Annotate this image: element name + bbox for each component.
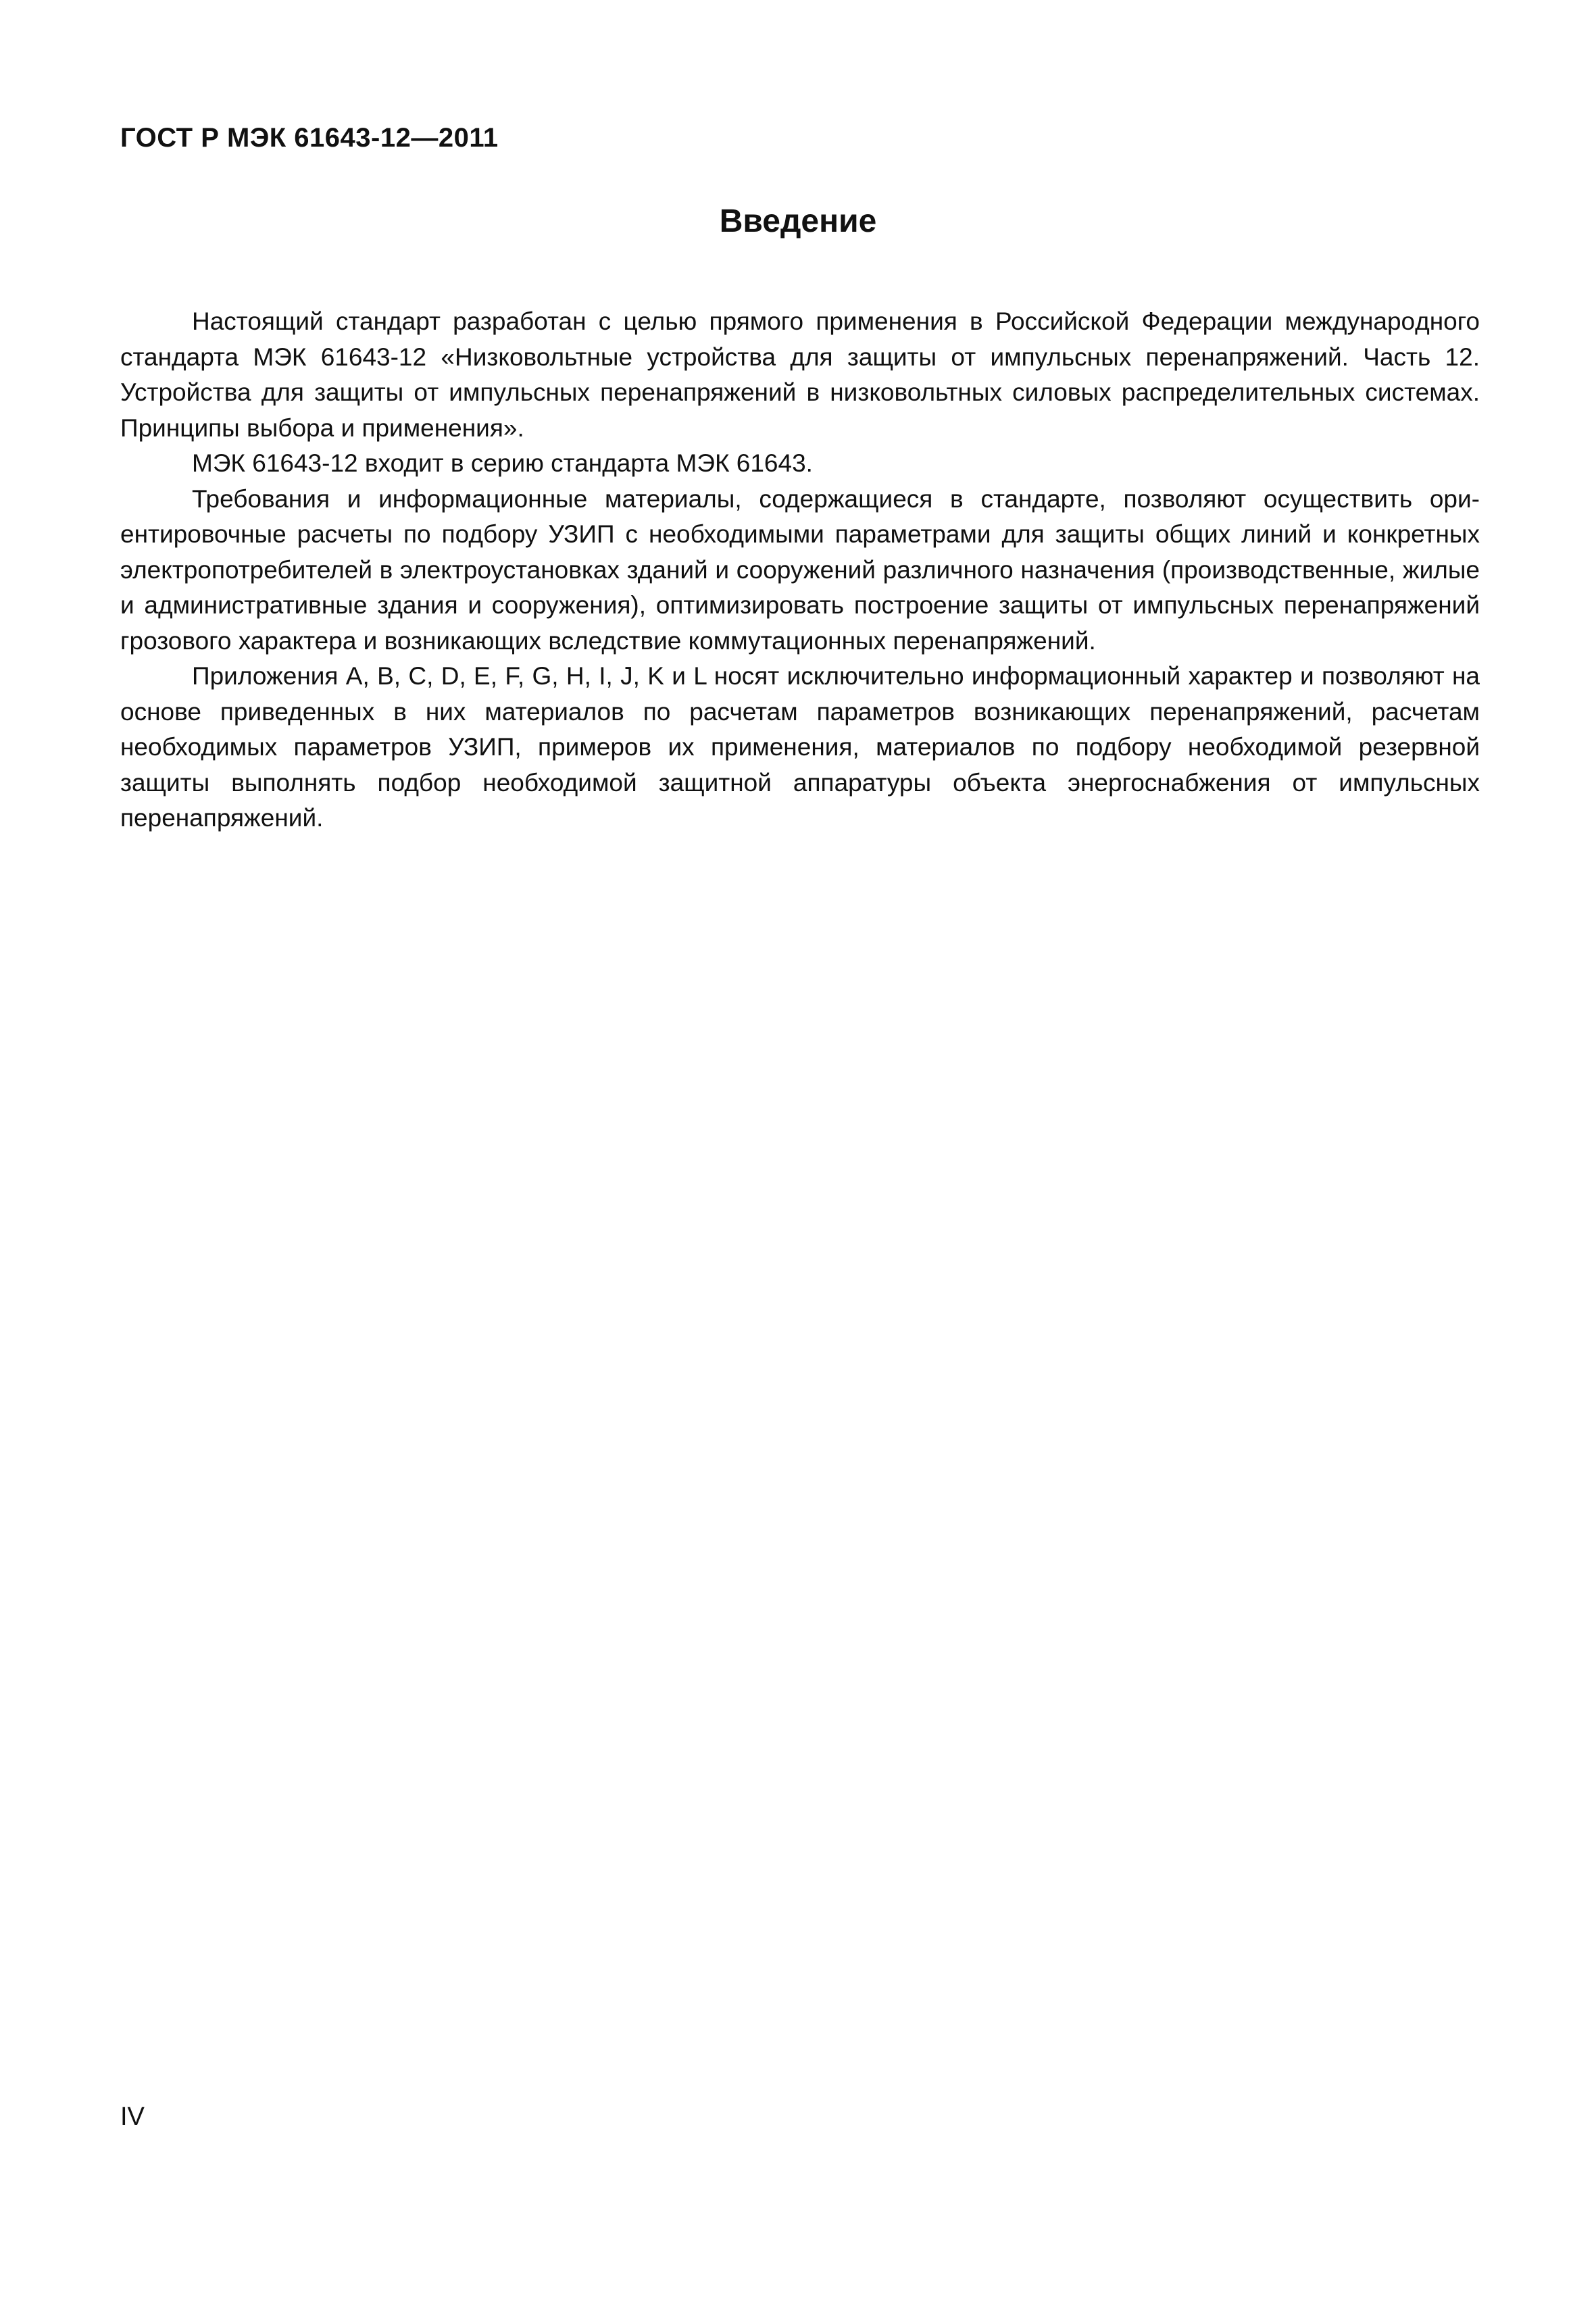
paragraph-requirements: Требования и информационные материалы, содержащиеся в стандарте, позволяют осуществить ориентировочные расчеты по подбору УЗИП с необходимыми параметрами для защиты общих линий и конкретных электропотребителей в электроустановках зданий и сооружений различного назначения (производственные, жилые и административные здания и сооружения), оптимизировать построение защиты от импульсных перенапряжений грозового характера и возникающих вследствие коммутационных перенапряжений. bbox=[120, 484, 1480, 655]
page-number: IV bbox=[120, 2103, 145, 2131]
section-title: Введение bbox=[719, 203, 877, 239]
standard-code-header: ГОСТ Р МЭК 61643-12—2011 bbox=[120, 123, 499, 153]
paragraph-purpose: Настоящий стандарт разработан с целью прямого применения в Российской Федерации междунарoдного стандарта МЭК 61643-12 «Низковольтные устройства для защиты от импульсных перенапряжений. Часть 12. Устройства для защиты от импульсных перенапряжений в низковольтных силовых распределительных системах. Принципы выбора и применения». bbox=[120, 307, 1480, 442]
paragraph-series: МЭК 61643-12 входит в серию стандарта МЭК 61643. bbox=[192, 449, 813, 477]
introduction-body bbox=[120, 304, 1480, 836]
paragraph-annexes: Приложения A, B, C, D, E, F, G, H, I, J, K и L носят исключительно информационный характер и позволяют на основе приведенных в них материалов по расчетам параметров возникающих перенапряжений, расчетам необходимых параметров УЗИП, примеров их применения, материалов по подбору необходимой резервной защиты выполнять подбор необходимой защитной аппаратуры объекта энергоснабжения от импульсных перенапряжений. bbox=[120, 662, 1480, 832]
